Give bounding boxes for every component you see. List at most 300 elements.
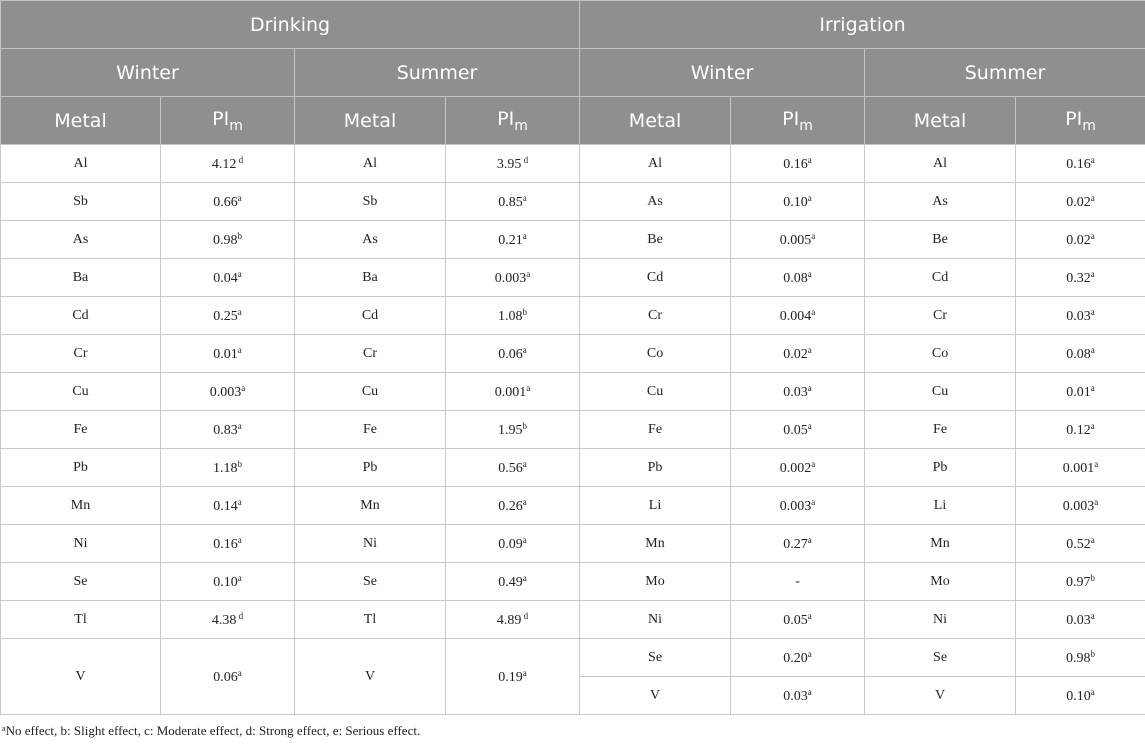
- col-header-metal: Metal: [865, 97, 1016, 145]
- effect-mark: a: [1090, 534, 1095, 545]
- metal-name: Fe: [933, 421, 948, 437]
- metal-name: Fe: [363, 421, 377, 437]
- effect-mark: a: [237, 496, 242, 507]
- effect-mark: d: [236, 154, 244, 165]
- effect-mark: a: [522, 230, 527, 241]
- metal-name: Be: [647, 231, 663, 247]
- table-row: [1, 373, 1145, 411]
- metal-cell-drinking: [295, 411, 446, 449]
- effect-mark: a: [807, 610, 812, 621]
- metal-name: Co: [646, 345, 664, 361]
- table-row: [1, 297, 1145, 335]
- effect-mark: d: [521, 610, 529, 621]
- col-header-metal: Metal: [580, 97, 731, 145]
- header-row-groups: [1, 1, 1145, 49]
- metal-cell-drinking: [295, 601, 446, 639]
- effect-mark: a: [1090, 382, 1095, 393]
- metal-cell-irrigation: [580, 487, 731, 525]
- pi-value-cell-irrigation: [731, 411, 865, 449]
- season-header-drinking-winter: Winter: [1, 49, 295, 97]
- table-row: [1, 145, 1145, 183]
- pi-value: 1.95: [498, 422, 523, 438]
- effect-mark: a: [522, 496, 527, 507]
- metal-cell-irrigation: [865, 183, 1016, 221]
- pi-value: 1.18: [213, 460, 238, 476]
- table-row: [1, 487, 1145, 525]
- pi-value: 0.49: [498, 574, 523, 590]
- season-header-irrigation-summer: Summer: [865, 49, 1145, 97]
- pi-value: 0.85: [498, 194, 523, 210]
- metal-name: Cd: [72, 307, 89, 323]
- metal-cell-irrigation: [865, 677, 1016, 715]
- pi-value: 0.03: [1066, 308, 1091, 324]
- metal-name: Cd: [931, 269, 949, 285]
- effect-mark: b: [522, 420, 528, 431]
- effect-mark: a: [1090, 686, 1095, 697]
- metal-name: Li: [648, 497, 662, 513]
- effect-mark: a: [811, 458, 816, 469]
- metal-cell-drinking: [295, 221, 446, 259]
- metal-name: As: [72, 231, 89, 247]
- pi-value: 0.01: [213, 346, 238, 362]
- col-header-metal: Metal: [295, 97, 446, 145]
- metal-name: Cr: [363, 345, 377, 361]
- table-footnote: [0, 715, 1145, 739]
- effect-mark: a: [237, 192, 242, 203]
- metal-cell-irrigation: [865, 563, 1016, 601]
- pi-value: 0.02: [783, 346, 808, 362]
- metal-cell-drinking: [1, 563, 161, 601]
- pi-value-cell-drinking: [161, 639, 295, 715]
- table-row: [1, 525, 1145, 563]
- metal-name: Al: [933, 155, 948, 171]
- effect-mark: a: [811, 230, 816, 241]
- metal-name: Mn: [360, 497, 380, 513]
- pi-value: 0.001: [1062, 460, 1095, 476]
- pi-value-cell-drinking: [161, 449, 295, 487]
- pi-value-cell-irrigation: [1016, 525, 1145, 563]
- pi-value-cell-drinking: [446, 411, 580, 449]
- table-row: [1, 335, 1145, 373]
- metal-cell-irrigation: [580, 221, 731, 259]
- effect-mark: a: [807, 686, 812, 697]
- pi-subscript: m: [799, 117, 813, 134]
- metal-name: Mn: [645, 535, 665, 551]
- pi-value-cell-drinking: [446, 373, 580, 411]
- pi-value-cell-irrigation: [731, 335, 865, 373]
- pi-value-cell-drinking: [446, 525, 580, 563]
- metal-name: Cu: [646, 383, 664, 399]
- effect-mark: a: [1094, 496, 1099, 507]
- pi-value: 0.005: [779, 232, 812, 248]
- effect-mark: d: [236, 610, 244, 621]
- group-header-irrigation: Irrigation: [580, 1, 1145, 49]
- metal-name: Al: [648, 155, 663, 171]
- metal-name: Al: [363, 155, 377, 171]
- header-row-seasons: [1, 49, 1145, 97]
- pi-value: 0.003: [209, 384, 242, 400]
- pi-value-cell-irrigation: [731, 259, 865, 297]
- metal-name: Cd: [361, 307, 379, 323]
- pi-value: 0.52: [1066, 536, 1091, 552]
- pi-value: 0.03: [783, 688, 808, 704]
- metal-cell-irrigation: [865, 449, 1016, 487]
- metal-name: Sb: [362, 193, 378, 209]
- metal-name: Se: [73, 573, 88, 589]
- metal-name: Cd: [646, 269, 664, 285]
- effect-mark: a: [522, 458, 527, 469]
- metal-cell-drinking: [1, 335, 161, 373]
- effect-mark: a: [237, 306, 242, 317]
- pi-value-cell-drinking: [161, 563, 295, 601]
- metal-name: Se: [648, 649, 663, 665]
- pi-value-cell-drinking: [161, 601, 295, 639]
- metal-cell-irrigation: [865, 639, 1016, 677]
- pi-value: 4.12: [211, 156, 237, 172]
- metal-cell-drinking: [1, 411, 161, 449]
- metal-cell-drinking: [295, 297, 446, 335]
- pi-value-cell-drinking: [161, 221, 295, 259]
- table-body: [1, 145, 1145, 715]
- metal-name: Cu: [361, 383, 379, 399]
- metal-cell-irrigation: [580, 145, 731, 183]
- season-header-irrigation-winter: Winter: [580, 49, 865, 97]
- metal-cell-irrigation: [865, 411, 1016, 449]
- pi-value-cell-drinking: [446, 563, 580, 601]
- metal-cell-drinking: [295, 259, 446, 297]
- pi-value-cell-drinking: [161, 297, 295, 335]
- pi-value-cell-drinking: [161, 183, 295, 221]
- pi-value-cell-drinking: [161, 335, 295, 373]
- pi-value: 0.05: [783, 612, 808, 628]
- pi-value: 0.97: [1066, 574, 1091, 590]
- col-header-pi: [446, 97, 580, 145]
- metal-name: Sb: [73, 193, 88, 209]
- effect-mark: a: [807, 192, 812, 203]
- pi-value-cell-drinking: [446, 221, 580, 259]
- pi-value: 0.003: [494, 270, 527, 286]
- pi-value-cell-irrigation: [731, 297, 865, 335]
- pi-value: 0.26: [498, 498, 523, 514]
- effect-mark: a: [1090, 306, 1095, 317]
- metal-name: Se: [933, 649, 948, 665]
- metal-name: Fe: [73, 421, 88, 437]
- pi-value-cell-irrigation: [731, 487, 865, 525]
- pi-value-cell-irrigation: [1016, 145, 1145, 183]
- metal-cell-irrigation: [580, 601, 731, 639]
- table-row: [1, 601, 1145, 639]
- metal-cell-irrigation: [580, 677, 731, 715]
- effect-mark: a: [237, 268, 242, 279]
- effect-mark: a: [522, 192, 527, 203]
- metal-cell-drinking: [295, 183, 446, 221]
- metal-name: Fe: [648, 421, 663, 437]
- metal-cell-irrigation: [865, 221, 1016, 259]
- metal-name: Ni: [648, 611, 663, 627]
- pi-value-cell-irrigation: [1016, 487, 1145, 525]
- metal-cell-drinking: [1, 449, 161, 487]
- metal-cell-irrigation: [865, 145, 1016, 183]
- metal-cell-irrigation: [580, 335, 731, 373]
- metal-name: Mn: [930, 535, 950, 551]
- effect-mark: a: [237, 420, 242, 431]
- metal-cell-irrigation: [580, 525, 731, 563]
- pi-value-cell-drinking: [446, 601, 580, 639]
- metal-cell-irrigation: [865, 259, 1016, 297]
- metal-cell-drinking: [1, 183, 161, 221]
- pi-value-cell-drinking: [446, 449, 580, 487]
- effect-mark: a: [807, 534, 812, 545]
- pi-value-cell-irrigation: [731, 145, 865, 183]
- metal-cell-drinking: [1, 145, 161, 183]
- effect-mark: a: [237, 534, 242, 545]
- pi-value: 0.002: [779, 460, 812, 476]
- table-row: [1, 221, 1145, 259]
- metal-cell-irrigation: [580, 183, 731, 221]
- effect-mark: a: [807, 648, 812, 659]
- effect-mark: b: [1090, 572, 1096, 583]
- metal-cell-drinking: [1, 525, 161, 563]
- table-row: [1, 183, 1145, 221]
- pi-value-cell-drinking: [446, 183, 580, 221]
- metal-name: Tl: [74, 611, 87, 627]
- effect-mark: a: [1094, 458, 1099, 469]
- pi-value: 0.12: [1066, 422, 1091, 438]
- pi-label: PI: [497, 107, 515, 130]
- pi-value: 0.05: [783, 422, 808, 438]
- metal-cell-irrigation: [580, 639, 731, 677]
- metal-name: Ba: [362, 269, 378, 285]
- effect-mark: a: [522, 667, 527, 678]
- metal-cell-irrigation: [865, 335, 1016, 373]
- pi-value-cell-drinking: [161, 145, 295, 183]
- pi-value: 0.21: [498, 232, 523, 248]
- pi-value: 3.95: [496, 156, 522, 172]
- metal-cell-irrigation: [865, 297, 1016, 335]
- metal-name: Be: [932, 231, 948, 247]
- effect-mark: a: [522, 344, 527, 355]
- effect-mark: a: [1090, 420, 1095, 431]
- metal-cell-irrigation: [580, 411, 731, 449]
- pi-value: 0.16: [213, 536, 238, 552]
- effect-mark: a: [241, 382, 246, 393]
- effect-mark: a: [1090, 230, 1095, 241]
- table-header: [1, 1, 1145, 145]
- pi-value: 0.10: [213, 574, 238, 590]
- effect-mark: b: [1090, 648, 1096, 659]
- pi-value-cell-drinking: [446, 335, 580, 373]
- metal-name: Ba: [72, 269, 89, 285]
- col-header-pi: [1016, 97, 1145, 145]
- pi-value: 0.02: [1066, 232, 1091, 248]
- pi-value-cell-irrigation: [1016, 449, 1145, 487]
- pi-subscript: m: [514, 117, 528, 134]
- metal-cell-irrigation: [580, 297, 731, 335]
- pi-value: 0.10: [1066, 688, 1091, 704]
- pi-value-cell-drinking: [161, 259, 295, 297]
- pi-value-cell-irrigation: [1016, 411, 1145, 449]
- pi-value: 0.98: [213, 232, 238, 248]
- pi-value-cell-irrigation: [731, 677, 865, 715]
- footnote-mark: a: [2, 724, 6, 733]
- effect-mark: a: [1090, 610, 1095, 621]
- metal-name: Cr: [73, 345, 88, 361]
- pi-value-cell-irrigation: [731, 221, 865, 259]
- col-header-metal: Metal: [1, 97, 161, 145]
- metal-cell-irrigation: [865, 525, 1016, 563]
- effect-mark: a: [1090, 154, 1095, 165]
- metal-name: As: [362, 231, 378, 247]
- col-header-pi: [731, 97, 865, 145]
- pi-value: 0.32: [1066, 270, 1091, 286]
- pi-value: 0.20: [783, 650, 808, 666]
- metal-name: Cu: [72, 383, 89, 399]
- metal-cell-drinking: [295, 449, 446, 487]
- footnote-text: No effect, b: Slight effect, c: Moderate effect, d: Strong effect, e: Serious effect.: [5, 723, 421, 738]
- pi-value-cell-drinking: [446, 639, 580, 715]
- pi-value-cell-irrigation: [1016, 601, 1145, 639]
- metal-name: As: [647, 193, 663, 209]
- pi-value-cell-irrigation: [1016, 677, 1145, 715]
- metal-cell-irrigation: [865, 601, 1016, 639]
- pi-value-cell-drinking: [446, 297, 580, 335]
- table-row: [1, 259, 1145, 297]
- metal-name: Cr: [648, 307, 663, 323]
- pi-value-cell-irrigation: [1016, 259, 1145, 297]
- metal-name: Mn: [70, 497, 91, 513]
- effect-mark: a: [807, 154, 812, 165]
- metal-cell-drinking: [1, 601, 161, 639]
- pi-value: 1.08: [498, 308, 523, 324]
- pi-value: 0.06: [213, 669, 238, 685]
- metal-cell-irrigation: [580, 259, 731, 297]
- group-header-drinking: Drinking: [1, 1, 580, 49]
- metal-name: Co: [931, 345, 949, 361]
- effect-mark: a: [1090, 268, 1095, 279]
- metal-cell-irrigation: [580, 373, 731, 411]
- effect-mark: a: [811, 306, 816, 317]
- metal-name: As: [932, 193, 948, 209]
- metal-name: Pb: [647, 459, 663, 475]
- effect-mark: b: [237, 458, 242, 469]
- pi-value: 0.66: [213, 194, 238, 210]
- pi-value: 0.03: [1066, 612, 1091, 628]
- metal-cell-irrigation: [865, 487, 1016, 525]
- pi-subscript: m: [229, 117, 243, 134]
- pi-value-cell-irrigation: [1016, 563, 1145, 601]
- pi-value: 0.10: [783, 194, 808, 210]
- metal-cell-drinking: [295, 373, 446, 411]
- pi-value-cell-irrigation: [731, 639, 865, 677]
- metal-name: Se: [363, 573, 377, 589]
- pi-value: 0.001: [494, 384, 527, 400]
- pi-value-cell-irrigation: [731, 373, 865, 411]
- table-row: [1, 639, 1145, 677]
- pi-value: 0.02: [1066, 194, 1091, 210]
- pi-value-cell-drinking: [446, 259, 580, 297]
- effect-mark: d: [521, 154, 529, 165]
- metal-name: Ni: [933, 611, 948, 627]
- metal-cell-drinking: [1, 487, 161, 525]
- pi-value: 0.003: [1062, 498, 1095, 514]
- pi-label: PI: [782, 107, 800, 130]
- effect-mark: a: [811, 496, 816, 507]
- metal-cell-drinking: [1, 373, 161, 411]
- pi-value-cell-irrigation: [731, 563, 865, 601]
- pi-value-cell-irrigation: [1016, 373, 1145, 411]
- pi-value-cell-irrigation: [731, 183, 865, 221]
- metal-cell-drinking: [1, 221, 161, 259]
- pi-value-cell-irrigation: [1016, 335, 1145, 373]
- metal-name: V: [934, 687, 946, 703]
- metal-name: Pb: [932, 459, 948, 475]
- table-row: [1, 411, 1145, 449]
- effect-mark: a: [1090, 344, 1095, 355]
- effect-mark: b: [522, 306, 528, 317]
- header-row-columns: [1, 97, 1145, 145]
- pi-value: 0.04: [213, 270, 238, 286]
- effect-mark: a: [237, 572, 242, 583]
- metal-name: Mo: [930, 573, 950, 589]
- metal-name: Ni: [73, 535, 88, 551]
- pi-value: 0.27: [783, 536, 808, 552]
- pi-value: 0.08: [1066, 346, 1091, 362]
- pi-value: 0.19: [498, 669, 523, 685]
- pi-value: 0.08: [783, 270, 808, 286]
- metal-cell-irrigation: [580, 449, 731, 487]
- metal-name: V: [649, 687, 661, 703]
- effect-mark: b: [237, 230, 242, 241]
- effect-mark: a: [807, 420, 812, 431]
- metal-cell-drinking: [295, 525, 446, 563]
- pi-value-cell-irrigation: [1016, 221, 1145, 259]
- effect-mark: a: [526, 268, 531, 279]
- pi-value: 0.14: [213, 498, 238, 514]
- pi-value-cell-irrigation: [731, 449, 865, 487]
- pi-value-cell-drinking: [446, 145, 580, 183]
- pi-value-cell-drinking: [161, 487, 295, 525]
- metal-name: Al: [73, 155, 88, 171]
- pi-value: 0.16: [783, 156, 808, 172]
- metal-name: V: [75, 668, 86, 684]
- metal-cell-drinking: [295, 639, 446, 715]
- metal-name: Ni: [363, 535, 377, 551]
- table-row: [1, 449, 1145, 487]
- metal-name: Pb: [362, 459, 378, 475]
- pi-value-cell-irrigation: [1016, 183, 1145, 221]
- pi-value: 4.38: [211, 612, 237, 628]
- effect-mark: a: [237, 344, 242, 355]
- pi-value-cell-drinking: [161, 525, 295, 563]
- pi-value: 0.004: [779, 308, 812, 324]
- metal-cell-drinking: [295, 487, 446, 525]
- metal-name: Pb: [73, 459, 88, 475]
- pi-value: 4.89: [496, 612, 522, 628]
- metal-cell-drinking: [1, 297, 161, 335]
- pi-value: 0.98: [1066, 650, 1091, 666]
- pi-label: PI: [212, 107, 230, 130]
- effect-mark: a: [526, 382, 531, 393]
- metal-name: Mo: [645, 573, 665, 589]
- effect-mark: a: [807, 382, 812, 393]
- pi-value-cell-irrigation: [731, 525, 865, 563]
- pi-value: 0.03: [783, 384, 808, 400]
- pi-value-cell-irrigation: [731, 601, 865, 639]
- table-row: [1, 563, 1145, 601]
- pi-label: PI: [1065, 107, 1083, 130]
- pi-subscript: m: [1082, 117, 1096, 134]
- metal-name: Cu: [931, 383, 949, 399]
